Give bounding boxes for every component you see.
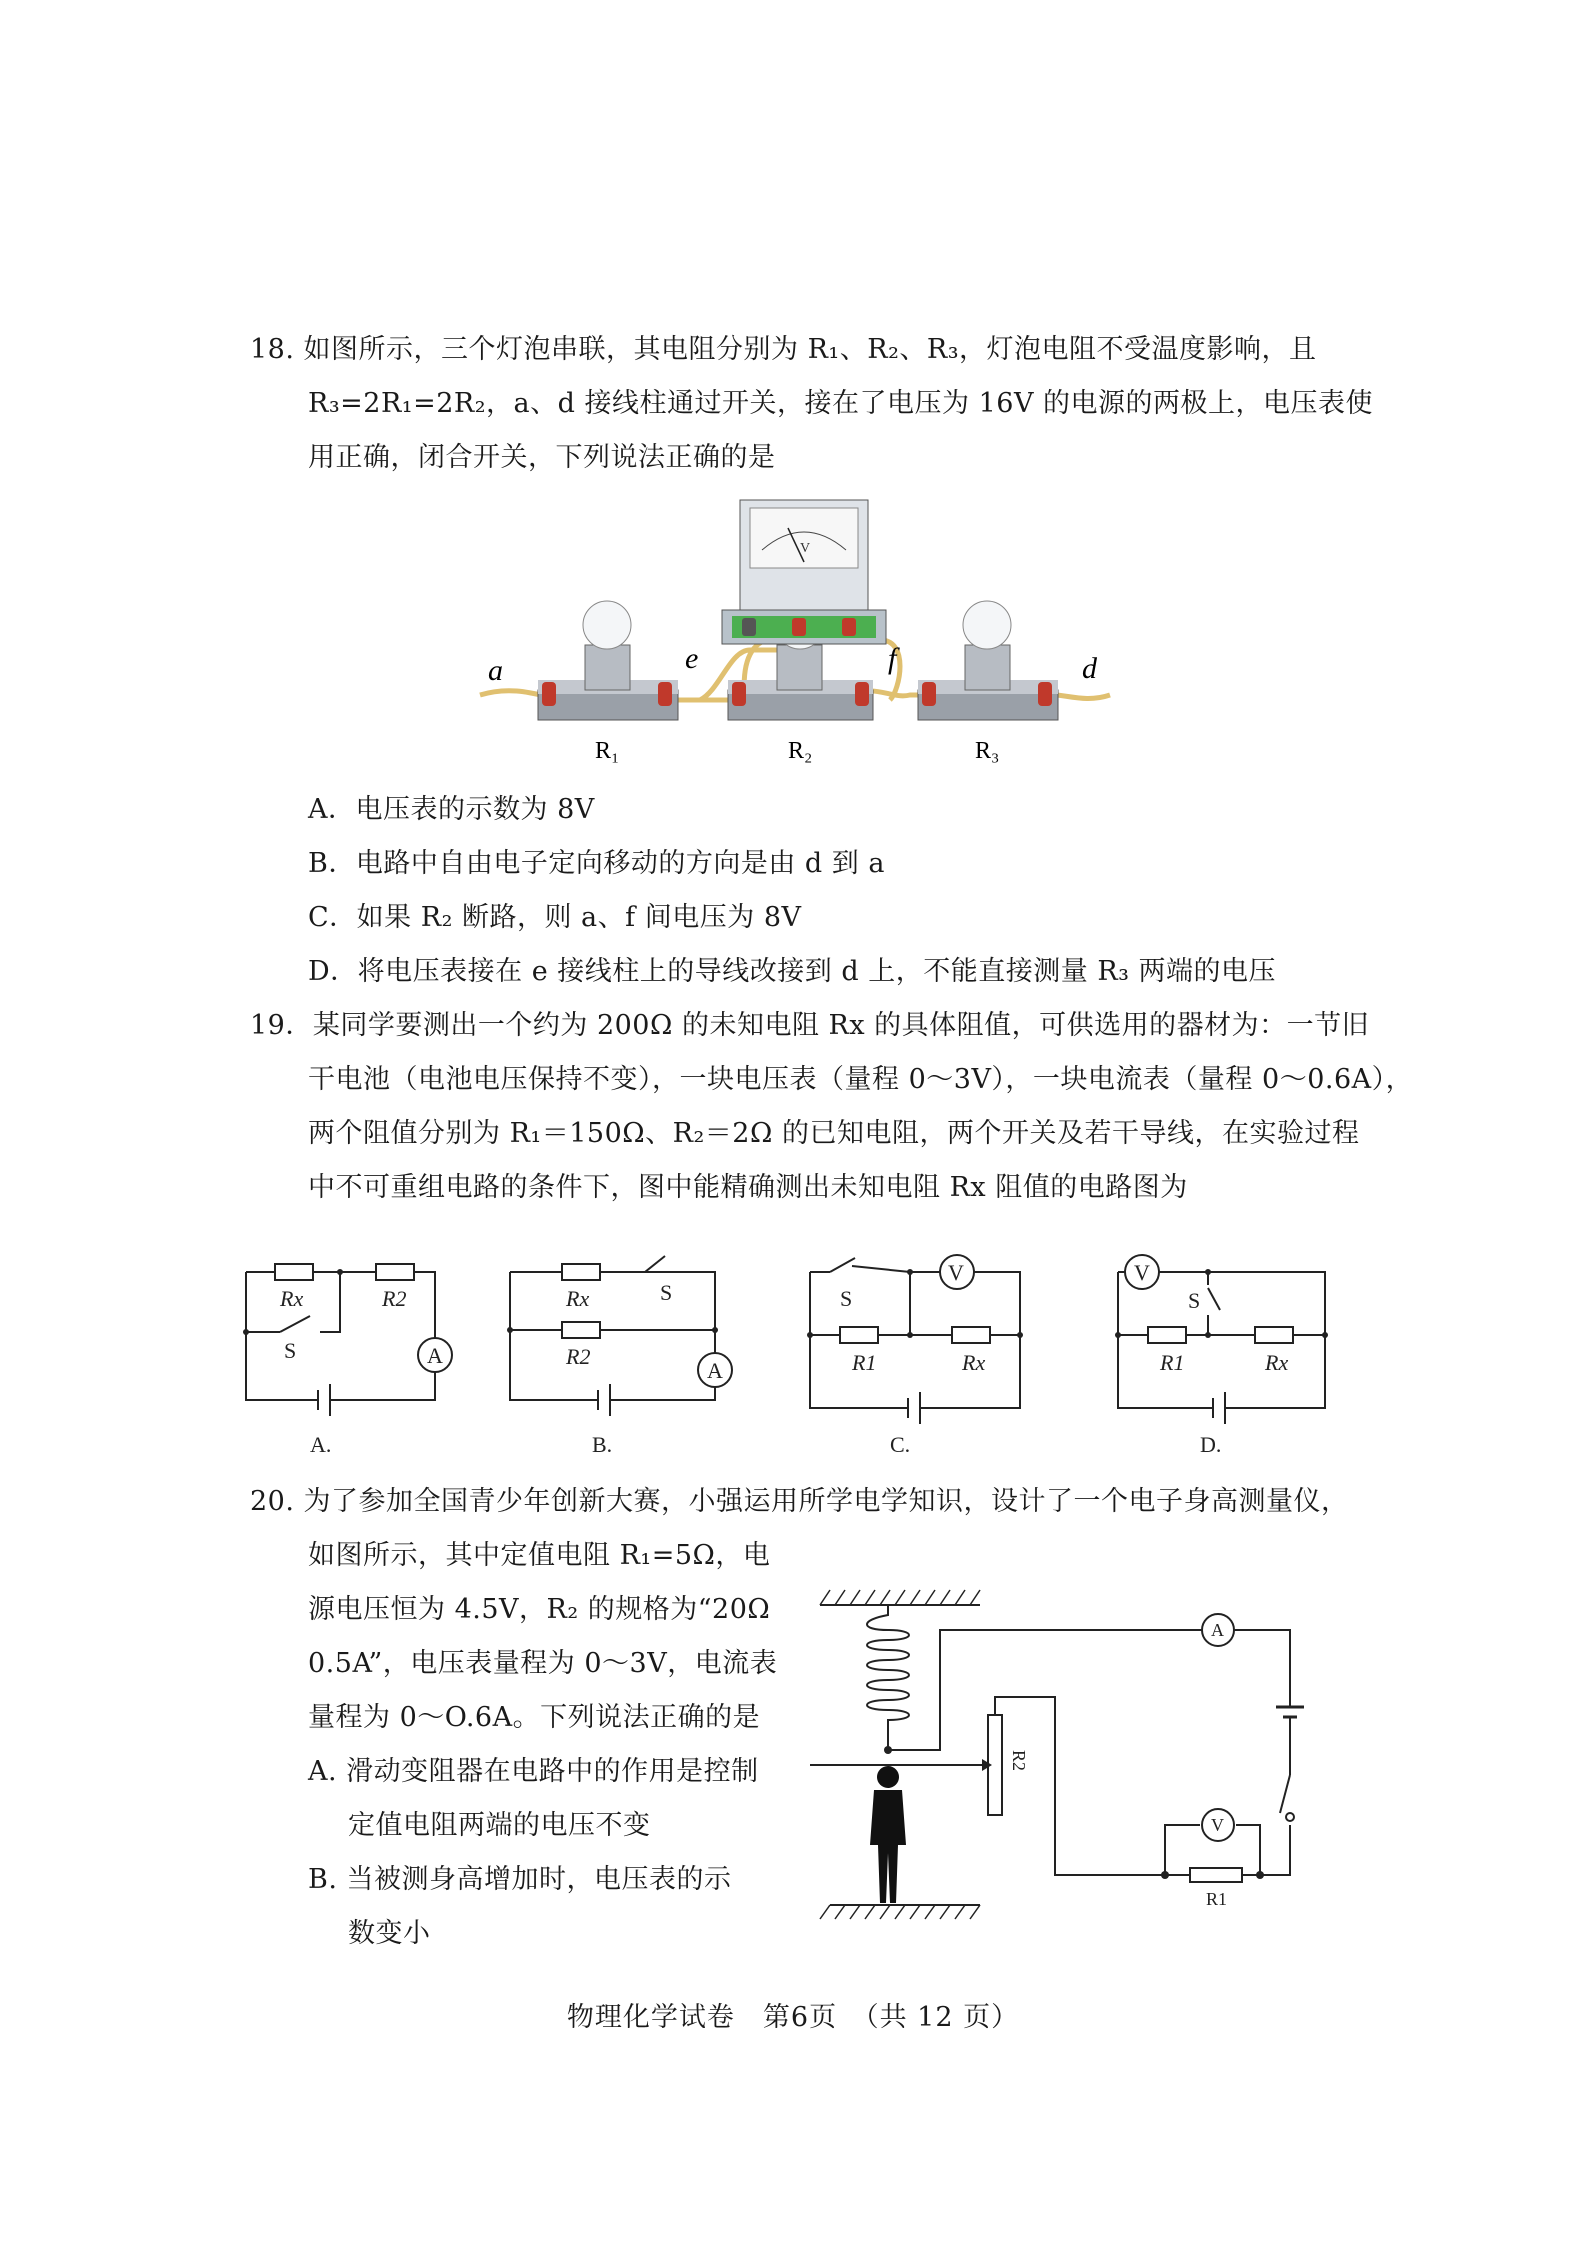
q19-line-3: 两个阻值分别为 R₁＝150Ω、R₂＝2Ω 的已知电阻，两个开关及若干导线，在实验过程 [308, 1118, 1360, 1149]
terminal-f-label: f [888, 642, 897, 675]
r2-label-q20: R2 [1009, 1750, 1029, 1772]
q18-option-a: A．电压表的示数为 8V [308, 794, 595, 825]
person-silhouette [870, 1766, 906, 1903]
circuit-c-label: C. [890, 1432, 911, 1457]
circuit-a-ammeter-label: A [427, 1343, 443, 1368]
terminal-e-label: e [685, 642, 699, 675]
page-footer: 物理化学试卷 第6页 （共 12 页） [566, 2002, 1020, 2033]
circuit-b-rx-label: Rx [566, 1286, 590, 1311]
q18-bulb-circuit-figure [470, 490, 1120, 780]
circuit-a-label: A. [310, 1432, 332, 1457]
q18-option-d: D．将电压表接在 e 接线柱上的导线改接到 d 上，不能直接测量 R₃ 两端的电压 [308, 956, 1277, 987]
q20-option-b-line-2: 数变小 [348, 1918, 431, 1949]
q18-line-2: R₃=2R₁=2R₂，a、d 接线柱通过开关，接在了电压为 16V 的电源的两极上，电压表使 [308, 388, 1374, 419]
circuit-d-switch-label: S [1188, 1288, 1201, 1313]
circuit-b-ammeter-label: A [707, 1358, 723, 1383]
terminal-d-label: d [1082, 652, 1097, 685]
terminal-a-label: a [488, 654, 503, 687]
circuit-a-r2-label: R2 [382, 1286, 407, 1311]
q18-line-1: 18. 如图所示，三个灯泡串联，其电阻分别为 R₁、R₂、R₃，灯泡电阻不受温度影响，且 [250, 334, 1317, 365]
q20-option-a-line-2: 定值电阻两端的电压不变 [348, 1810, 651, 1841]
q20-option-a-line-1: A. 滑动变阻器在电路中的作用是控制 [308, 1756, 759, 1787]
r1-label-q20: R1 [1206, 1889, 1228, 1909]
circuit-b-switch-label: S [660, 1280, 673, 1305]
circuit-c-voltmeter-label: V [948, 1260, 964, 1285]
circuit-d-label: D. [1200, 1432, 1222, 1457]
q20-line-5: 量程为 0～O.6A。下列说法正确的是 [308, 1702, 761, 1733]
circuit-d-rx-label: Rx [1265, 1350, 1289, 1375]
voltmeter-label-q20: V [1211, 1815, 1224, 1835]
q18-option-c: C．如果 R₂ 断路，则 a、f 间电压为 8V [308, 902, 802, 933]
q20-line-2: 如图所示，其中定值电阻 R₁=5Ω，电 [308, 1540, 771, 1571]
circuit-c-rx-label: Rx [962, 1350, 986, 1375]
q20-height-meter-figure [810, 1585, 1370, 1935]
q20-line-4: 0.5A”，电压表量程为 0～3V，电流表 [308, 1648, 778, 1679]
q20-line-1: 20. 为了参加全国青少年创新大赛，小强运用所学电学知识，设计了一个电子身高测量仪， [250, 1486, 1349, 1517]
circuit-b-r2-label: R2 [566, 1344, 591, 1369]
voltmeter-label: V [800, 541, 811, 556]
circuit-a-rx-label: Rx [280, 1286, 304, 1311]
q18-option-b: B．电路中自由电子定向移动的方向是由 d 到 a [308, 848, 885, 879]
circuit-d-voltmeter-label: V [1134, 1260, 1150, 1285]
q19-circuit-diagrams [240, 1240, 1350, 1470]
q19-line-2: 干电池（电池电压保持不变），一块电压表（量程 0～3V），一块电流表（量程 0～0.6A）， [308, 1064, 1414, 1095]
ammeter-label: A [1211, 1620, 1224, 1640]
circuit-d-r1-label: R1 [1160, 1350, 1185, 1375]
q19-line-1: 19．某同学要测出一个约为 200Ω 的未知电阻 Rx 的具体阻值，可供选用的器材为：一节旧 [250, 1010, 1370, 1041]
q20-line-3: 源电压恒为 4.5V，R₂ 的规格为“20Ω [308, 1594, 771, 1625]
r2-label: R₂ [788, 738, 813, 764]
q20-option-b-line-1: B. 当被测身高增加时，电压表的示 [308, 1864, 732, 1895]
q18-line-3: 用正确，闭合开关，下列说法正确的是 [308, 442, 776, 473]
circuit-c-switch-label: S [840, 1286, 853, 1311]
circuit-b-label: B. [592, 1432, 613, 1457]
r1-label: R₁ [595, 738, 620, 764]
circuit-c-r1-label: R1 [852, 1350, 877, 1375]
q19-line-4: 中不可重组电路的条件下，图中能精确测出未知电阻 Rx 阻值的电路图为 [308, 1172, 1188, 1203]
circuit-a-switch-label: S [284, 1338, 297, 1363]
r3-label: R₃ [975, 738, 1000, 764]
